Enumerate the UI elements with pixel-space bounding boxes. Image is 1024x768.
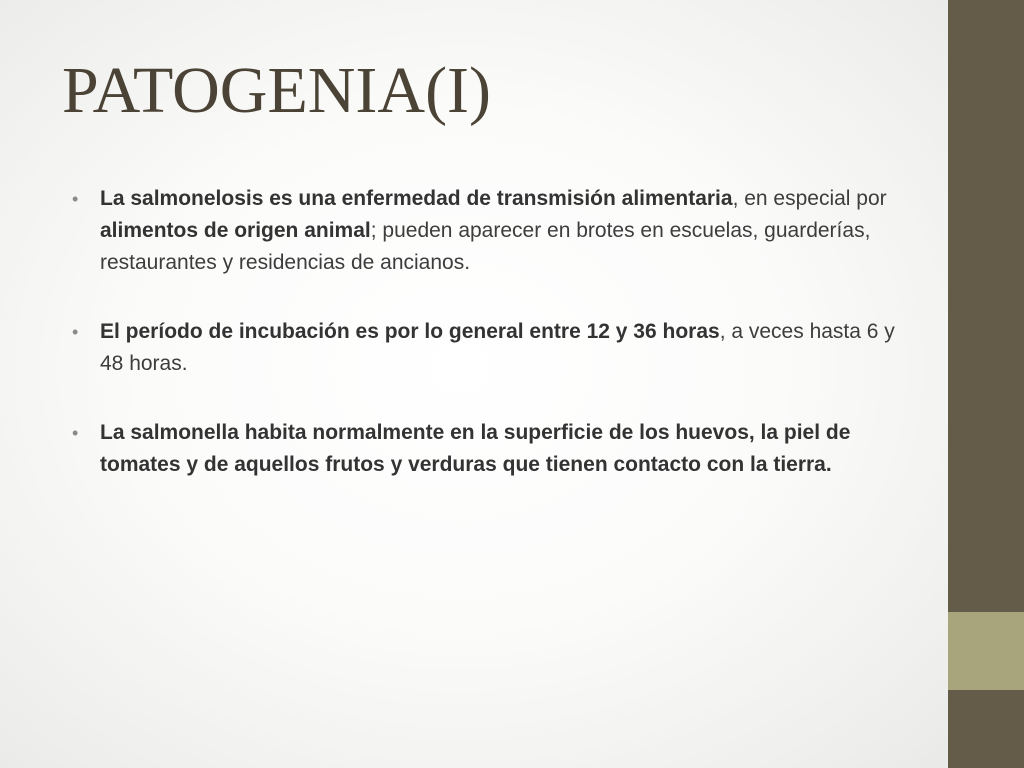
slide-content: [70, 183, 910, 518]
bullet-text: , a veces hasta 6 y 48 horas.: [100, 320, 895, 375]
bullet-text-bold: El período de incubación es por lo general entre 12 y 36 horas: [100, 320, 720, 343]
bullet-marker: •: [72, 322, 79, 342]
bullet-item: [70, 417, 910, 481]
bullet-marker: •: [72, 189, 79, 209]
decorative-sidebar: [948, 0, 1024, 768]
bullet-list: [70, 183, 910, 481]
bullet-item: [70, 183, 910, 279]
slide-title: PATOGENIA(I): [62, 54, 491, 127]
bullet-marker: •: [72, 423, 79, 443]
bullet-text-bold: La salmonella habita normalmente en la superficie de los huevos, la piel de tomates y de aquellos frutos y verduras que tienen contacto con la tierra.: [100, 421, 851, 476]
bullet-text: ; pueden aparecer en brotes en escuelas, guarderías, restaurantes y residencias de ancianos.: [100, 219, 871, 274]
bullet-text-bold: La salmonelosis es una enfermedad de transmisión alimentaria: [100, 187, 733, 210]
bullet-text-bold: alimentos de origen animal: [100, 219, 371, 242]
bullet-text: , en especial por: [732, 187, 887, 210]
decorative-sidebar-accent: [948, 612, 1024, 690]
bullet-item: [70, 316, 910, 380]
